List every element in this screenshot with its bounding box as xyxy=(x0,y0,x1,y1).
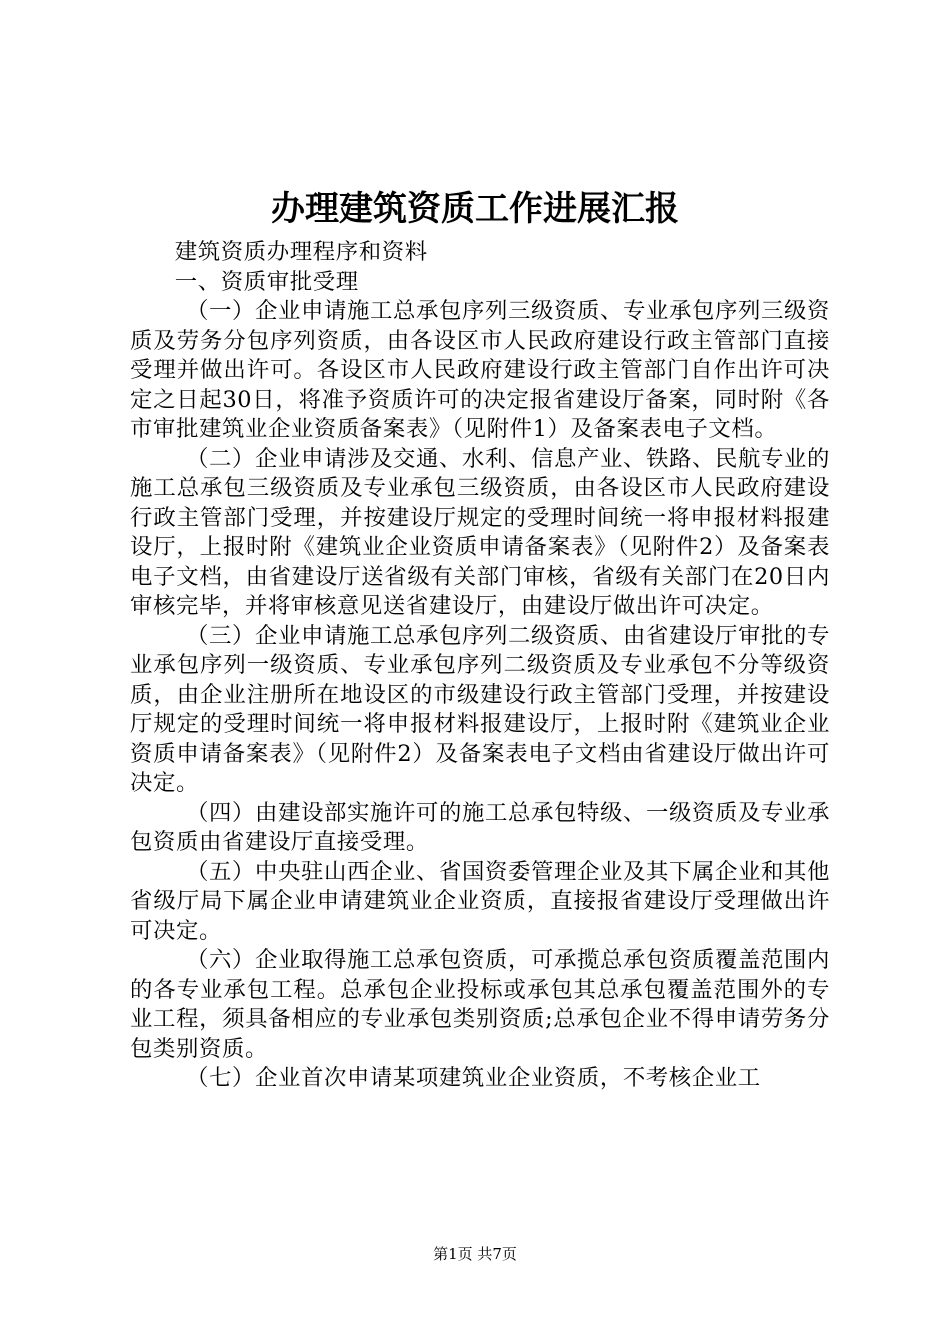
page-footer: 第1页 共7页 xyxy=(433,1245,517,1263)
paragraph-item-7: （七）企业首次申请某项建筑业企业资质，不考核企业工 xyxy=(186,1065,761,1091)
document-title: 办理建筑资质工作进展汇报 xyxy=(271,189,679,229)
paragraph-item-4: （四）由建设部实施许可的施工总承包特级、一级资质及专业承包资质由省建设厅直接受理。 xyxy=(130,799,830,855)
paragraph-item-6: （六）企业取得施工总承包资质，可承揽总承包资质覆盖范围内的各专业承包工程。总承包企业投标或承包其总承包覆盖范围外的专业工程，须具备相应的专业承包类别资质;总承包企业不得申请劳务分包类别资质。 xyxy=(130,947,830,1062)
paragraph-item-5: （五）中央驻山西企业、省国资委管理企业及其下属企业和其他省级厅局下属企业申请建筑业企业资质，直接报省建设厅受理做出许可决定。 xyxy=(130,858,830,944)
section-heading-main: 建筑资质办理程序和资料 xyxy=(174,239,428,265)
paragraph-item-1: （一）企业申请施工总承包序列三级资质、专业承包序列三级资质及劳务分包序列资质，由各设区市人民政府建设行政主管部门直接受理并做出许可。各设区市人民政府建设行政主管部门自作出许可决定之日起30日，将准予资质许可的决定报省建设厅备案，同时附《各市审批建筑业企业资质备案表》（见附件1）及备案表电子文档。 xyxy=(130,298,830,442)
document-body xyxy=(130,238,830,1094)
paragraph-item-3: （三）企业申请施工总承包序列二级资质、由省建设厅审批的专业承包序列一级资质、专业承包序列二级资质及专业承包不分等级资质，由企业注册所在地设区的市级建设行政主管部门受理，并按建设厅规定的受理时间统一将申报材料报建设厅，上报时附《建筑业企业资质申请备案表》（见附件2）及备案表电子文档由省建设厅做出许可决定。 xyxy=(130,622,830,796)
section-heading-1: 一、资质审批受理 xyxy=(174,268,359,295)
paragraph-item-2: （二）企业申请涉及交通、水利、信息产业、铁路、民航专业的施工总承包三级资质及专业承包三级资质，由各设区市人民政府建设行政主管部门受理，并按建设厅规定的受理时间统一将申报材料报建设厅，上报时附《建筑业企业资质申请备案表》（见附件2）及备案表电子文档，由省建设厅送省级有关部门审核，省级有关部门在20日内审核完毕，并将审核意见送省建设厅，由建设厅做出许可决定。 xyxy=(130,445,830,619)
